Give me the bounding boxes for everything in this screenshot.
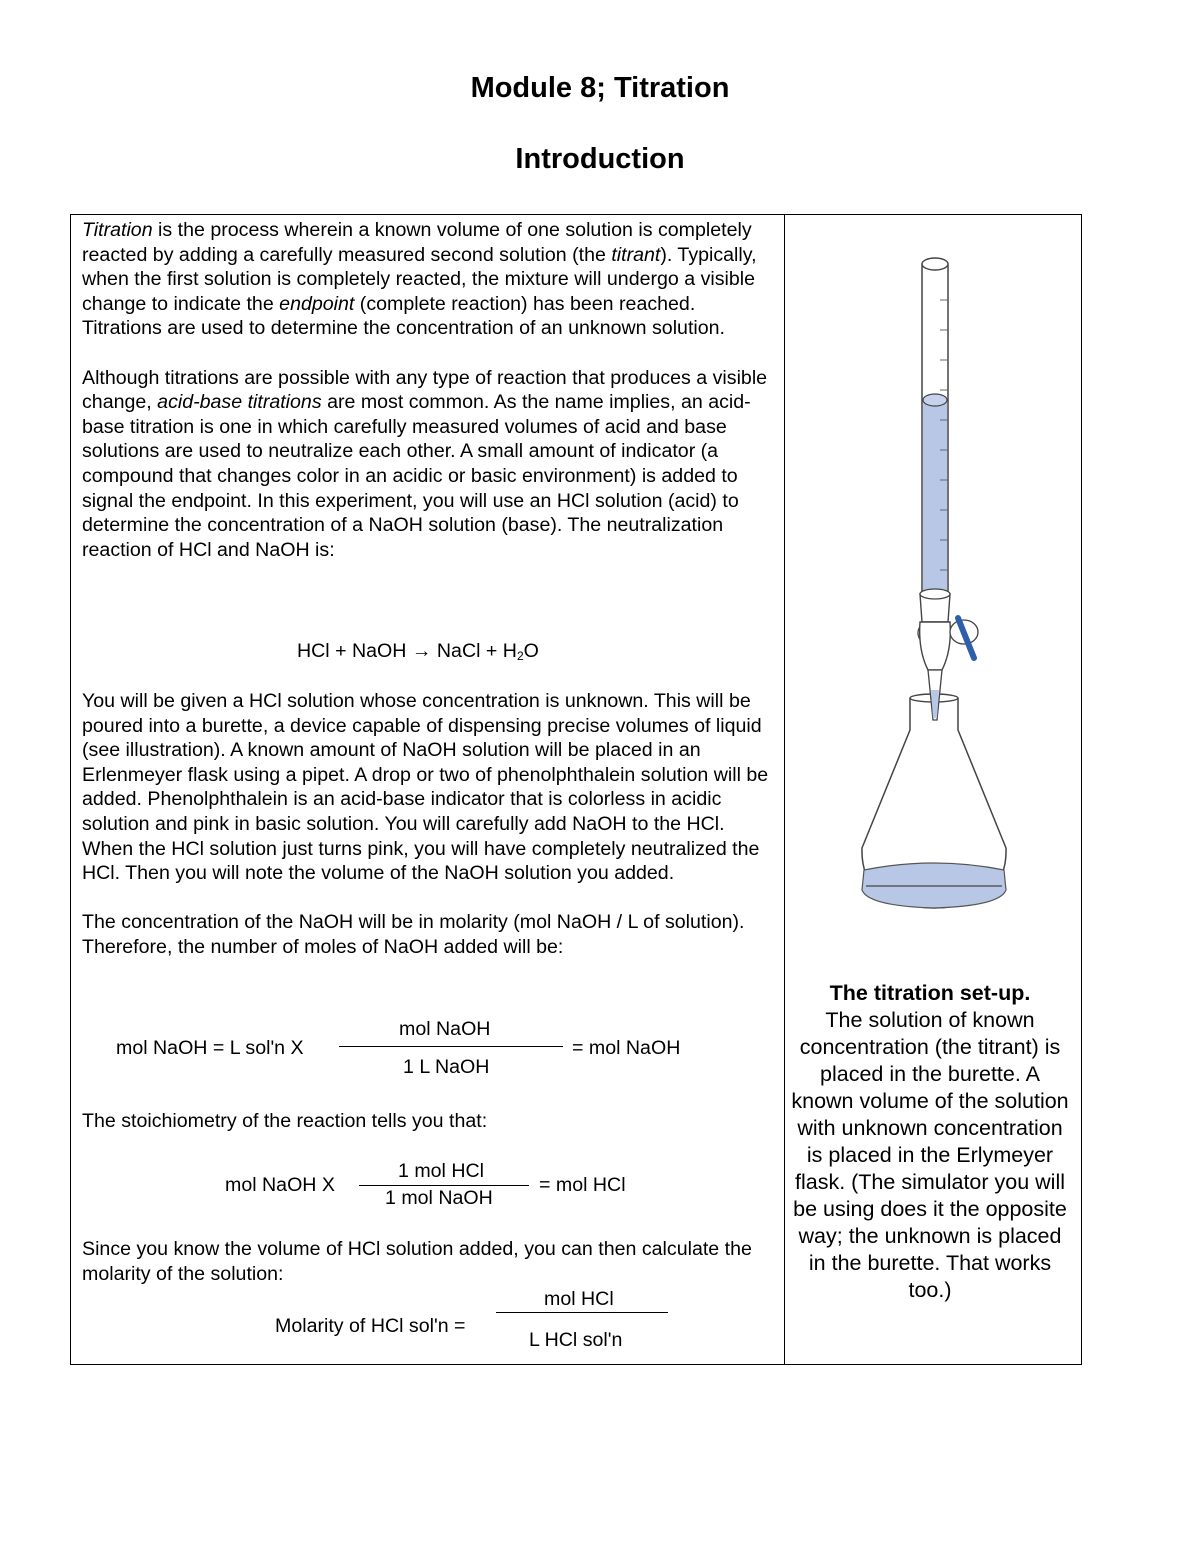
paragraph-molarity: The concentration of the NaOH will be in molarity (mol NaOH / L of solution). Therefore, the number of moles of NaOH added will be: bbox=[82, 911, 745, 958]
eq1-right: = mol NaOH bbox=[572, 1037, 681, 1059]
erlenmeyer-flask-icon bbox=[862, 694, 1006, 908]
eq1-denominator: 1 L NaOH bbox=[403, 1056, 490, 1078]
eq1-fraction-bar bbox=[339, 1046, 563, 1047]
caption-text: The solution of known concentration (the titrant) is placed in the burette. A known volume of the solution with unknown concentration is placed in the Erlymeyer flask. (The simulator you will be using does it the opposite way; the unknown is placed in the burette. That works too.) bbox=[791, 1008, 1069, 1302]
procedure-text bbox=[82, 689, 778, 960]
eq3-fraction-bar bbox=[496, 1312, 668, 1313]
paragraph-calculate: Since you know the volume of HCl solution added, you can then calculate the molarity of the solution: bbox=[82, 1238, 752, 1285]
eq3-denominator: L HCl sol'n bbox=[529, 1329, 623, 1351]
section-title: Introduction bbox=[515, 143, 685, 175]
molarity-text bbox=[82, 1237, 778, 1286]
eq3-numerator: mol HCl bbox=[544, 1288, 614, 1310]
term-titrant: titrant bbox=[611, 243, 661, 266]
eq2-left: mol NaOH X bbox=[225, 1174, 335, 1196]
eq2-right: = mol HCl bbox=[539, 1174, 626, 1196]
term-endpoint: endpoint bbox=[279, 292, 355, 315]
stoichiometry-text bbox=[82, 1109, 778, 1134]
page-title: Module 8; Titration bbox=[470, 72, 730, 104]
caption-title: The titration set-up. bbox=[829, 981, 1031, 1005]
eq1-numerator: mol NaOH bbox=[399, 1018, 491, 1040]
eq2-denominator: 1 mol NaOH bbox=[385, 1187, 493, 1209]
eq2-numerator: 1 mol HCl bbox=[398, 1160, 485, 1182]
eq2-fraction-bar bbox=[359, 1185, 529, 1186]
term-acid-base: acid-base titrations bbox=[157, 391, 322, 414]
titration-setup-illustration bbox=[840, 250, 1040, 930]
reaction-equation: HCl + NaOH → NaCl + $H_2O$ bbox=[297, 640, 539, 663]
illustration-caption bbox=[790, 980, 1070, 1304]
eq3-left: Molarity of HCl sol'n = bbox=[275, 1315, 466, 1337]
paragraph-stoichiometry: The stoichiometry of the reaction tells you that: bbox=[82, 1110, 488, 1132]
eq1-left: mol NaOH = L sol'n X bbox=[116, 1037, 304, 1059]
table-column-divider bbox=[784, 214, 785, 1365]
paragraph-acid-base: Although titrations are possible with any type of reaction that produces a visible change, acid-base titrations are most common. As the name implies, an acid-base titration is one in which carefully measured volumes of acid and base solutions are used to neutralize each other. A small amount of indicator (a compound that changes color in an acidic or basic environment) is added to signal the endpoint. In this experiment, you will use an HCl solution (acid) to determine the concentration of a NaOH solution (base). The neutralization reaction of HCl and NaOH is: bbox=[82, 366, 768, 561]
paragraph-procedure: You will be given a HCl solution whose concentration is unknown. This will be poured into a burette, a device capable of dispensing precise volumes of liquid (see illustration). A known amount of NaOH solution will be placed in an Erlenmeyer flask using a pipet. A drop or two of phenolphthalein solution will be added. Phenolphthalein is an acid-base indicator that is colorless in acidic solution and pink in basic solution. You will carefully add NaOH to the HCl. When the HCl solution just turns pink, you will have completely neutralized the HCl. Then you will note the volume of the NaOH solution you added. bbox=[82, 690, 769, 885]
paragraph-definition: Titration is the process wherein a known volume of one solution is completely reacted by adding a carefully measured second solution (the titrant). Typically, when the first solution is completely reacted, the mixture will undergo a visible change to indicate the endpoint (complete reaction) has been reached. Titrations are used to determine the concentration of an unknown solution. bbox=[82, 219, 757, 340]
intro-text-column bbox=[82, 218, 778, 562]
term-titration: Titration bbox=[82, 219, 153, 241]
